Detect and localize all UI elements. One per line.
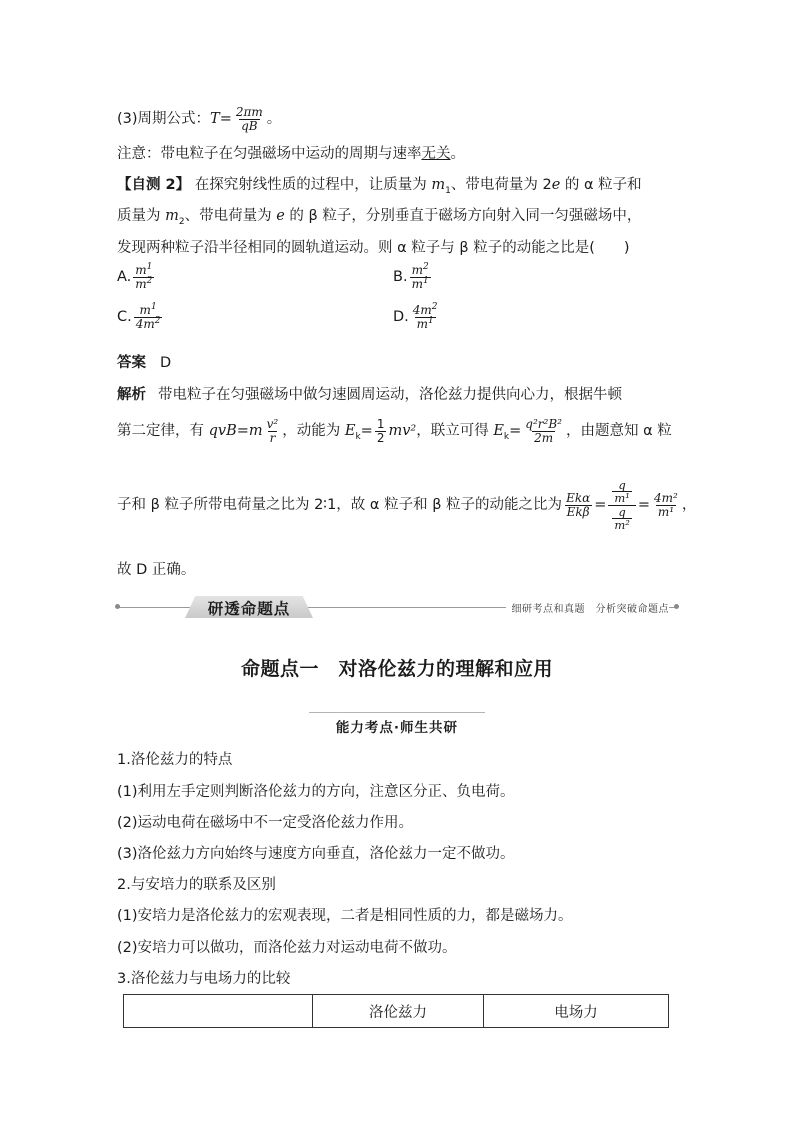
numerator: q (618, 504, 626, 519)
subscript: k (355, 431, 361, 442)
superscript: 2 (422, 262, 429, 272)
note-text: 注意：带电粒子在匀强磁场中运动的周期与速率 (117, 146, 422, 162)
equation: mv² (388, 423, 417, 439)
analysis-line-2 (117, 412, 672, 450)
question-text: 质量为 (117, 208, 166, 224)
question-line-1 (117, 175, 642, 195)
denominator: 2m (534, 430, 554, 445)
banner-subtitle: 细研考点和真题 分析突破命题点 (506, 600, 670, 615)
superscript: 2 (146, 275, 153, 286)
fraction (523, 418, 564, 444)
period-lhs: T= (210, 111, 232, 128)
answer-label: 答案 (117, 355, 146, 371)
fraction (564, 492, 592, 518)
fraction (652, 492, 680, 518)
question-text: 发现两种粒子沿半径相同的圆轨道运动。则 α 粒子与 β 粒子的动能之比是( ) (117, 240, 630, 256)
option-denominator: 4m (135, 316, 155, 331)
option-numerator: m (411, 263, 423, 277)
denominator: m² (614, 517, 630, 532)
numerator: v² (266, 416, 279, 431)
equals: = (509, 423, 522, 439)
option-numerator: m (135, 263, 147, 277)
heading-2: 2.与安培力的联系及区别 (117, 877, 276, 893)
period-fraction (234, 106, 265, 132)
fraction (265, 418, 281, 444)
heading-3: 3.洛伦兹力与电场力的比较 (117, 971, 291, 987)
question-text: 的 β 粒子，分别垂直于磁场方向射入同一匀强磁场中， (284, 208, 642, 224)
option-c[interactable] (117, 304, 164, 330)
numerator: q²r²B² (525, 416, 562, 431)
superscript: 1 (150, 302, 157, 312)
answer (117, 353, 171, 373)
option-denominator: m (416, 316, 428, 331)
subscript: k (503, 431, 510, 442)
period-suffix: 。 (266, 111, 282, 128)
equals: = (360, 423, 373, 439)
equation: E (344, 423, 356, 439)
option-label: D. (393, 309, 409, 326)
question-text: 、带电荷量为 2 (450, 177, 552, 193)
ability-label (297, 712, 497, 734)
option-label: A. (117, 269, 132, 286)
section-title: 命题点一 对洛伦兹力的理解和应用 (240, 658, 553, 680)
option-denominator: m (135, 276, 147, 291)
option-a[interactable] (117, 264, 156, 290)
period-prefix: (3)周期公式： (117, 111, 211, 128)
table-header-cell: 洛伦兹力 (313, 995, 484, 1028)
list-item: (1)利用左手定则判断洛伦兹力的方向，注意区分正、负电荷。 (117, 784, 515, 800)
equation: E (493, 423, 504, 439)
analysis-text: ，由题意知 α 粒 (565, 423, 672, 439)
section-banner (117, 596, 677, 618)
superscript: 1 (427, 315, 434, 326)
note-emphasis: 无关 (421, 146, 451, 162)
analysis-text: 故 D 正确。 (117, 562, 196, 578)
banner-dot (674, 604, 679, 609)
question-text: 、带电荷量为 (184, 208, 277, 224)
option-d[interactable] (393, 304, 442, 330)
equals: = (594, 497, 607, 513)
banner-dot (115, 604, 120, 609)
table-header-row (124, 995, 669, 1028)
list-item: (2)运动电荷在磁场中不一定受洛伦兹力作用。 (117, 815, 414, 831)
denominator: Ekβ (566, 504, 590, 519)
option-label: B. (393, 269, 408, 286)
analysis-text: ， (681, 497, 697, 513)
option-label: C. (117, 309, 132, 326)
compound-fraction (608, 479, 636, 530)
heading-1: 1.洛伦兹力的特点 (117, 752, 233, 768)
numerator: 4m² (654, 490, 678, 505)
fraction (375, 418, 387, 444)
period-formula (117, 106, 281, 132)
period-numerator: 2πm (235, 105, 263, 119)
note (117, 144, 465, 164)
banner-title: 研透命题点 (207, 600, 291, 618)
option-fraction (410, 264, 431, 290)
analysis-label: 解析 (117, 387, 146, 403)
question-tag: 【自测 2】 (117, 177, 191, 193)
table-header-cell: 电场力 (484, 995, 669, 1028)
denominator: m¹ (614, 491, 630, 506)
var-m: m (165, 208, 179, 224)
question-line-2 (117, 206, 641, 226)
comparison-table (123, 994, 669, 1028)
var-e: e (276, 208, 285, 224)
analysis-line-4 (117, 560, 195, 580)
answer-value: D (160, 355, 172, 371)
subscript: 1 (445, 185, 451, 196)
option-fraction (133, 264, 154, 290)
ability-text: 能力考点·师生共研 (335, 720, 459, 736)
option-numerator: 4m (412, 303, 432, 317)
ability-rule (309, 712, 485, 713)
superscript: 1 (422, 275, 429, 286)
analysis-text: 子和 β 粒子所带电荷量之比为 2∶1，故 α 粒子和 β 粒子的动能之比为 (117, 497, 563, 513)
note-end: 。 (450, 146, 465, 162)
equation: qvB=m (208, 423, 263, 439)
list-item: (2)安培力可以做功，而洛伦兹力对运动电荷不做功。 (117, 940, 457, 956)
option-fraction (134, 304, 163, 330)
analysis-text: 带电粒子在匀强磁场中做匀速圆周运动，洛伦兹力提供向心力，根据牛顿 (158, 387, 622, 403)
var-e: e (551, 177, 561, 193)
numerator: q (618, 478, 626, 493)
list-item: (1)安培力是洛伦兹力的宏观表现，二者是相同性质的力，都是磁场力。 (117, 908, 573, 924)
option-numerator: m (139, 303, 151, 317)
equals: = (637, 497, 651, 513)
var-m: m (431, 177, 446, 193)
denominator: m¹ (657, 504, 675, 519)
denominator: 2 (376, 430, 385, 445)
superscript: 2 (154, 315, 161, 326)
numerator: Ekα (566, 490, 591, 505)
option-fraction (411, 304, 440, 330)
numerator: 1 (376, 416, 385, 431)
table-header-cell (124, 995, 313, 1028)
analysis-line-3 (117, 460, 696, 550)
superscript: 2 (431, 302, 438, 312)
option-denominator: m (411, 276, 423, 291)
analysis-text: ，联立可得 (416, 423, 494, 439)
question-text: 在探究射线性质的过程中，让质量为 (190, 177, 432, 193)
period-denominator: qB (241, 118, 258, 133)
denominator: r (269, 430, 276, 445)
analysis-text: ，动能为 (282, 423, 345, 439)
analysis-text: 第二定律，有 (117, 423, 209, 439)
superscript: 1 (146, 262, 153, 272)
option-b[interactable] (393, 264, 433, 290)
question-line-3 (117, 238, 630, 258)
list-item: (3)洛伦兹力方向始终与速度方向垂直，洛伦兹力一定不做功。 (117, 846, 515, 862)
question-text: 的 α 粒子和 (560, 177, 642, 193)
subscript: 2 (178, 216, 185, 227)
analysis-line-1 (117, 385, 622, 405)
